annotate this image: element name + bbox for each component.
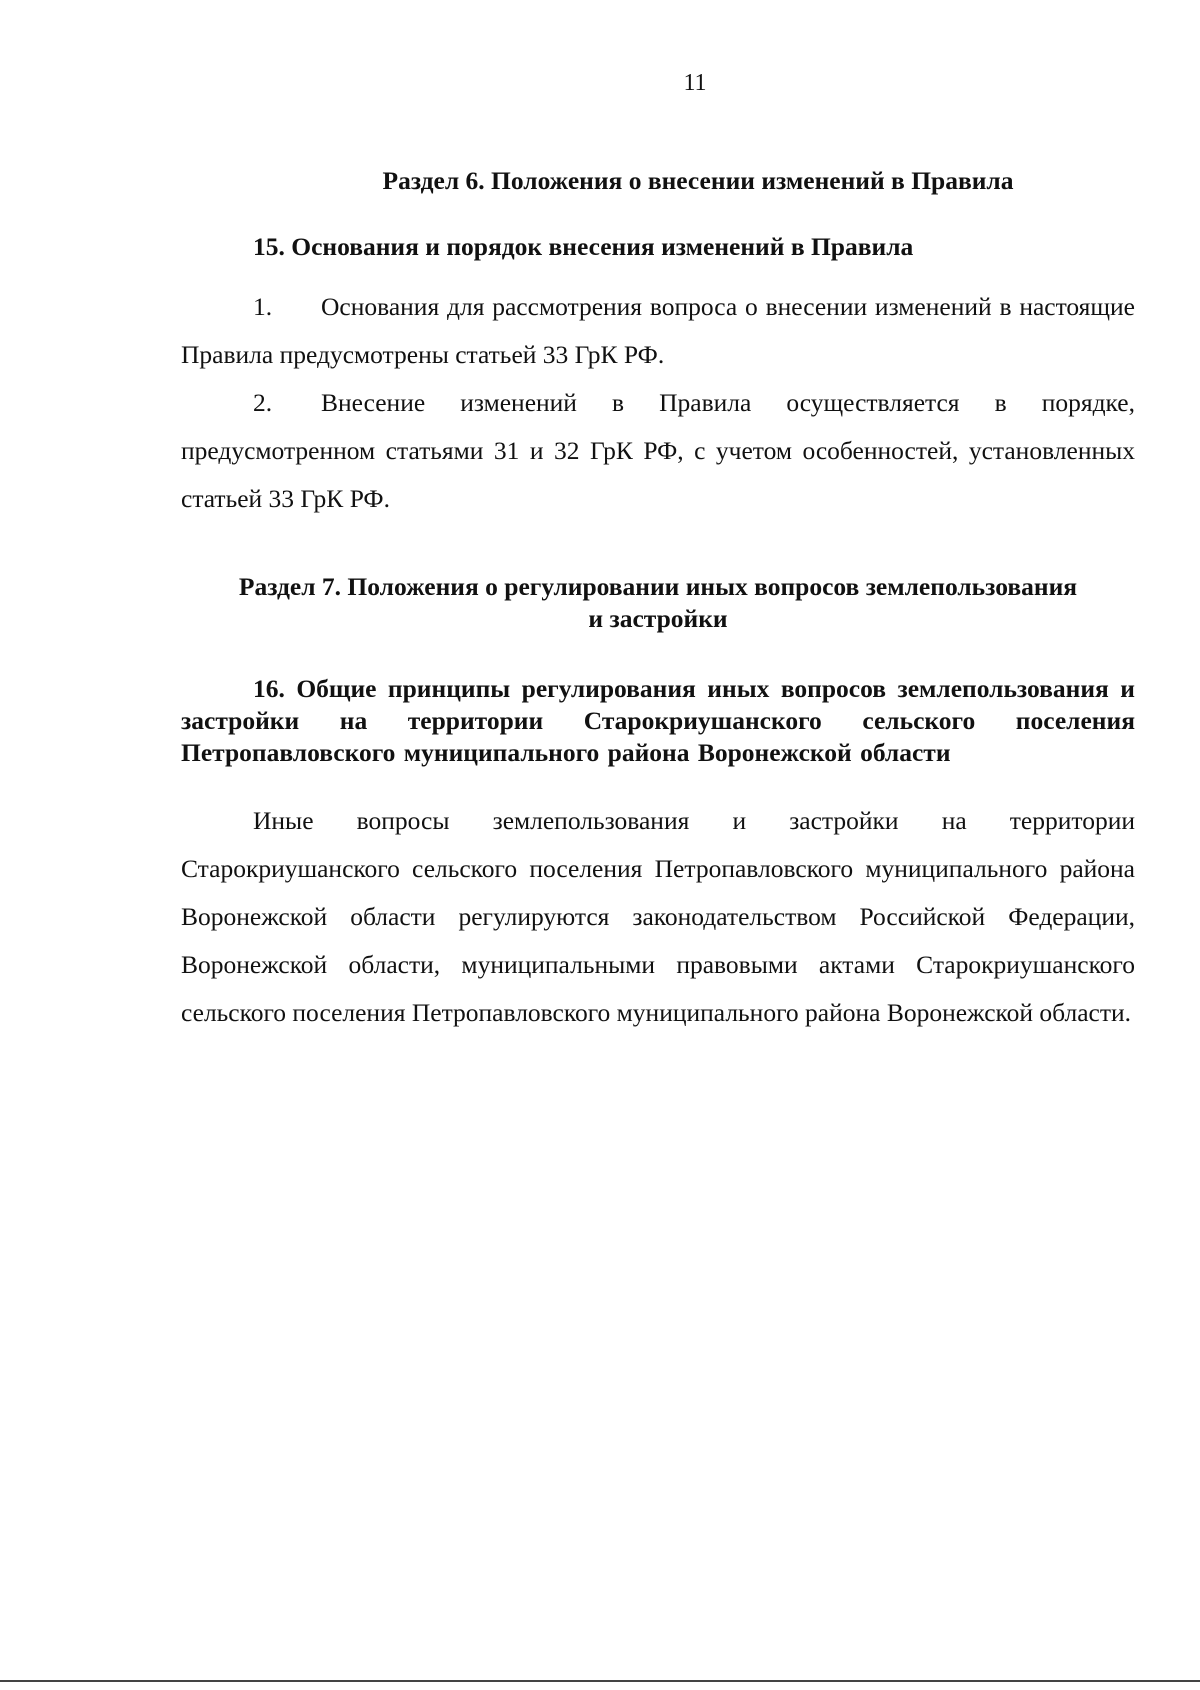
section-7-title-line-1: Раздел 7. Положения о регулировании иных вопросов землепользования [238,572,1078,601]
article-15-title: 15. Основания и порядок внесения изменений в Правила [253,232,914,261]
section-6-title: Раздел 6. Положения о внесении изменений в Правила [382,166,1014,195]
article-16-title: 16. Общие принципы регулирования иных вопросов землепользования и застройки на территории Старокриушанского сельского поселения Петропавловского муниципального района Воронежской области [181,674,1135,767]
item-number: 2. [253,388,273,417]
article-16-body: Иные вопросы землепользования и застройки на территории Старокриушанского сельского поселения Петропавловского муниципального района Воронежской области регулируются законодательством Российской Федерации, Воронежской области, муниципальными правовыми актами Старокриушанского сельского поселения Петропавловского муниципального района Воронежской области. [181,806,1135,1027]
page-bottom-edge [0,1680,1200,1682]
page-number: 11 [683,70,707,96]
section-7-title [181,571,1135,635]
article-15-item-1 [181,283,1135,379]
article-15-item-2 [181,379,1135,523]
item-number: 1. [253,292,273,321]
item-text: Основания для рассмотрения вопроса о внесении изменений в настоящие Правила предусмотрены статьей 33 ГрК РФ. [181,292,1135,369]
item-text: Внесение изменений в Правила осуществляется в порядке, предусмотренном статьями 31 и 32 ГрК РФ, с учетом особенностей, установленных статьей 33 ГрК РФ. [181,388,1135,513]
document-body [181,165,1135,1037]
section-7-title-line-2: и застройки [588,604,728,633]
